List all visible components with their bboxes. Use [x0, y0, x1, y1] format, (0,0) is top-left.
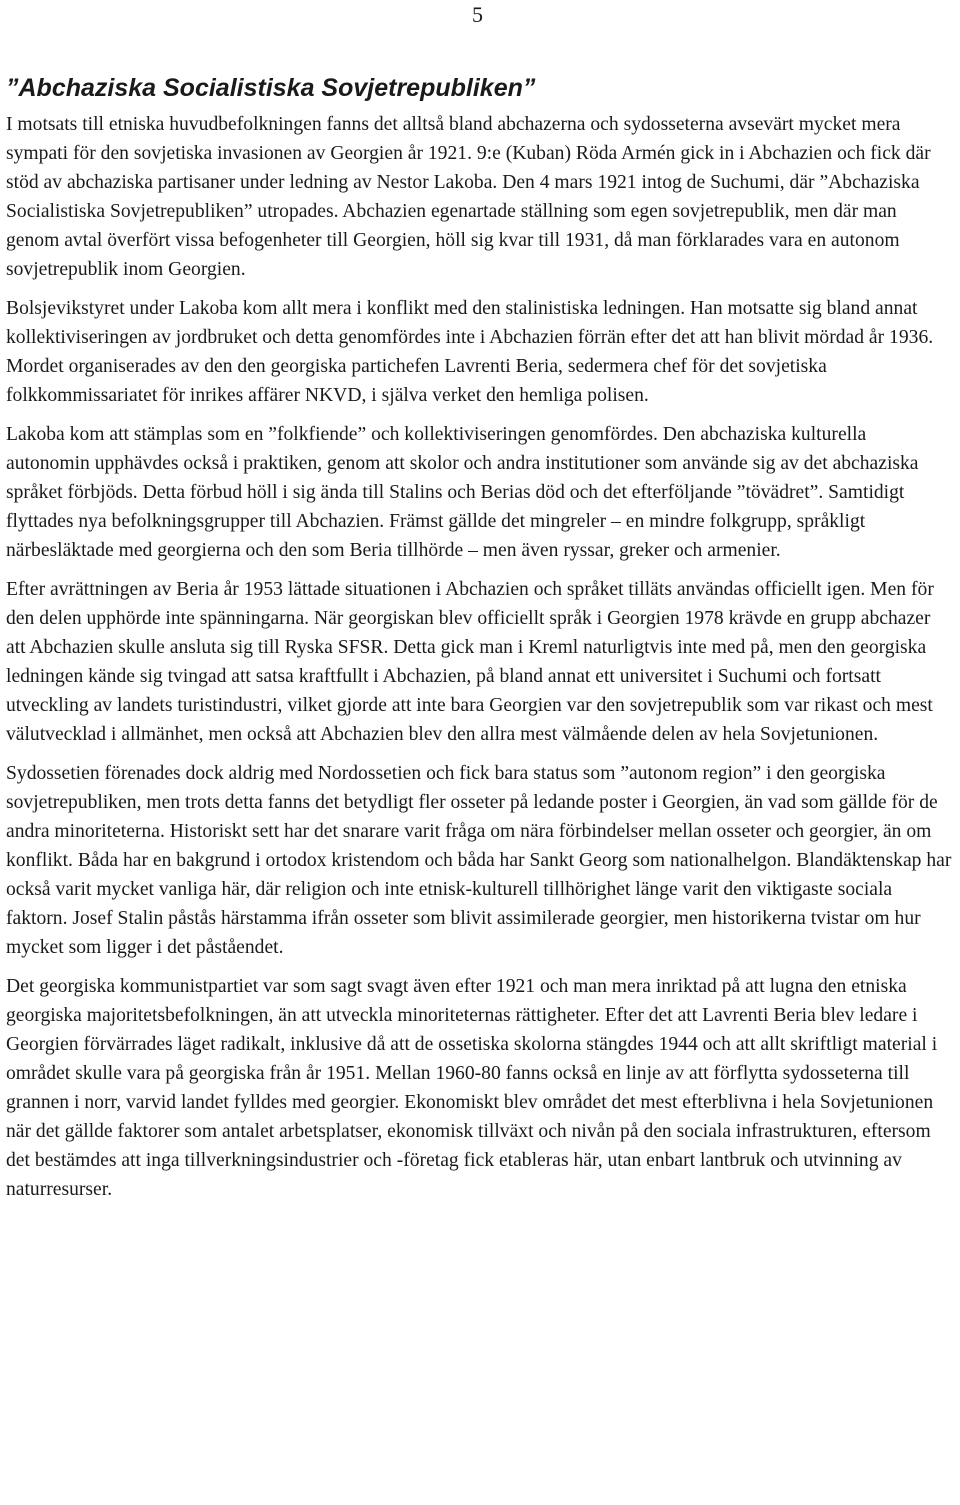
paragraph-3: Lakoba kom att stämplas som en ”folkfiende” och kollektiviseringen genomfördes. Den abchaziska kulturella autonomin upphävdes också i praktiken, genom att skolor och andra institutioner som använde sig av det abchaziska språket förbjöds. Detta förbud höll i sig ända till Stalins och Berias död och det efterföljande ”tövädret”. Samtidigt flyttades nya befolkningsgrupper till Abchazien. Främst gällde det mingreler – en mindre folkgrupp, språkligt närbesläktade med georgierna och den som Beria tillhörde – men även ryssar, greker och armenier. — [6, 424, 919, 561]
document-body — [6, 70, 954, 1214]
page-number: 5 — [472, 2, 483, 27]
paragraph-4: Efter avrättningen av Beria år 1953 lättade situationen i Abchazien och språket tilläts användas officiellt igen. Men för den delen upphörde inte spänningarna. När georgiskan blev officiellt språk i Georgien 1978 krävde en grupp abchazer att Abchazien skulle ansluta sig till Ryska SFSR. Detta gick man i Kreml naturligtvis inte med på, men den georgiska ledningen kände sig tvingad att satsa kraftfullt i Abchazien, på bland annat ett universitet i Suchumi och fortsatt utveckling av landets turistindustri, vilket gjorde att inte bara Georgien var den sovjetrepublik som var rikast och mest välutvecklad i allmänhet, men också att Abchazien blev den allra mest välmående delen av hela Sovjetunionen. — [6, 579, 934, 745]
paragraph-5: Sydossetien förenades dock aldrig med Nordossetien och fick bara status som ”autonom region” i den georgiska sovjetrepubliken, men trots detta fanns det betydligt fler osseter på ledande poster i Georgien, än vad som gällde för de andra minoriteterna. Historiskt sett har det snarare varit fråga om nära förbindelser mellan osseter och georgier, än om konflikt. Båda har en bakgrund i ortodox kristendom och båda har Sankt Georg som nationalhelgon. Blandäktenskap har också varit mycket vanliga här, där religion och inte etnisk-kulturell tillhörighet länge varit den viktigaste sociala faktorn. Josef Stalin påstås härstamma ifrån osseter som blivit assimilerade georgier, men historikerna tvistar om hur mycket som ligger i det påståendet. — [6, 763, 952, 958]
paragraph-6: Det georgiska kommunistpartiet var som sagt svagt även efter 1921 och man mera inriktad på att lugna den etniska georgiska majoritetsbefolkningen, än att utveckla minoriteternas rättigheter. Efter det att Lavrenti Beria blev ledare i Georgien förvärrades läget radikalt, inklusive då att de ossetiska skolorna stängdes 1944 och att allt skriftligt material i området skulle vara på georgiska från år 1951. Mellan 1960-80 fanns också en linje av att förflytta sydosseterna till grannen i norr, varvid landet fylldes med georgier. Ekonomiskt blev området det mest efterblivna i hela Sovjetunionen när det gällde faktorer som antalet arbetsplatser, ekonomisk tillväxt och nivån på den sociala infrastrukturen, eftersom det bestämdes att inga tillverkningsindustrier och -företag fick etableras här, utan enbart lantbruk och utvinning av naturresurser. — [6, 976, 938, 1200]
paragraph-1: I motsats till etniska huvudbefolkningen fanns det alltså bland abchazerna och sydosseterna avsevärt mycket mera sympati för den sovjetiska invasionen av Georgien år 1921. 9:e (Kuban) Röda Armén gick in i Abchazien och fick där stöd av abchaziska partisaner under ledning av Nestor Lakoba. Den 4 mars 1921 intog de Suchumi, där ”Abchaziska Socialistiska Sovjetrepubliken” utropades. Abchazien egenartade ställning som egen sovjetrepublik, men där man genom avtal överfört vissa befogenheter till Georgien, höll sig kvar till 1931, då man förklarades vara en autonom sovjetrepublik inom Georgien. — [6, 114, 931, 280]
paragraph-2: Bolsjevikstyret under Lakoba kom allt mera i konflikt med den stalinistiska ledningen. Han motsatte sig bland annat kollektiviseringen av jordbruket och detta genomfördes inte i Abchazien förrän efter det att han blivit mördad år 1936. Mordet organiserades av den den georgiska partichefen Lavrenti Beria, sedermera chef för det sovjetiska folkkommissariatet för inrikes affärer NKVD, i själva verket den hemliga polisen. — [6, 298, 934, 406]
section-heading: ”Abchaziska Socialistiska Sovjetrepubliken” — [6, 74, 536, 102]
